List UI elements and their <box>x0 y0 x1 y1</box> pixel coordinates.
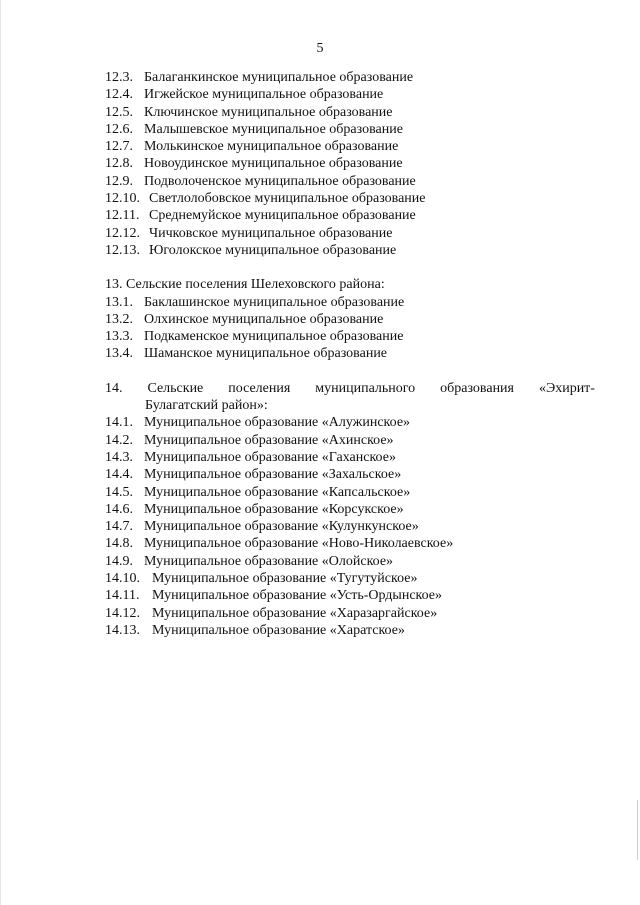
item-text: Муниципальное образование «Захальское» <box>144 467 402 483</box>
item-text: Баклашинское муниципальное образование <box>144 294 405 310</box>
item-text: Новоудинское муниципальное образование <box>144 156 403 172</box>
section-13-title: 13. Сельские поселения Шелеховского района: <box>105 277 385 293</box>
item-number: 14.2. <box>105 432 133 448</box>
title-word: Сельские <box>147 380 204 396</box>
item-text: Ключинское муниципальное образование <box>144 104 393 120</box>
item-text: Муниципальное образование «Капсальское» <box>144 484 411 500</box>
list-item <box>105 328 595 345</box>
item-text: Юголокское муниципальное образование <box>149 242 397 258</box>
list-item <box>105 449 595 466</box>
item-text: Муниципальное образование «Харазаргайское» <box>152 605 438 621</box>
item-number: 14.11. <box>105 588 140 604</box>
item-text: Балаганкинское муниципальное образование <box>144 70 414 85</box>
item-text: Муниципальное образование «Алужинское» <box>144 415 411 431</box>
item-number: 13.1. <box>105 294 133 310</box>
item-number: 12.13. <box>105 242 140 258</box>
item-number: 12.10. <box>105 191 140 207</box>
item-text: Олхинское муниципальное образование <box>144 311 384 327</box>
item-text: Муниципальное образование «Гаханское» <box>144 449 396 465</box>
item-number: 12.6. <box>105 121 133 137</box>
item-number: 14.7. <box>105 519 133 535</box>
item-number: 12.12. <box>105 225 140 241</box>
item-text: Малышевское муниципальное образование <box>144 121 403 137</box>
document-body <box>105 69 595 639</box>
list-item <box>105 501 595 518</box>
section-13-list <box>105 294 595 363</box>
item-text: Муниципальное образование «Ново-Николаевское» <box>144 536 454 552</box>
list-item <box>105 207 595 224</box>
scan-edge-left <box>0 0 1 905</box>
item-text: Муниципальное образование «Кулункунское» <box>144 519 419 535</box>
list-item <box>105 518 595 535</box>
item-text: Светлолобовское муниципальное образование <box>149 191 426 207</box>
title-word: образования <box>440 380 514 396</box>
item-number: 12.3. <box>105 70 133 85</box>
item-number: 14.9. <box>105 553 133 569</box>
section-12-list <box>105 69 595 259</box>
item-number: 12.9. <box>105 173 133 189</box>
list-item <box>105 345 595 362</box>
item-number: 14.5. <box>105 484 133 500</box>
item-text: Муниципальное образование «Олойское» <box>144 553 394 569</box>
item-number: 12.5. <box>105 104 133 120</box>
page-number: 5 <box>316 41 324 56</box>
scan-edge-right <box>637 800 638 860</box>
item-text: Шаманское муниципальное образование <box>144 346 388 362</box>
title-word: 14. <box>105 380 123 396</box>
item-number: 13.2. <box>105 311 133 327</box>
section-14-title-continuation: Булагатский район»: <box>145 398 268 414</box>
item-text: Подкаменское муниципальное образование <box>144 329 404 345</box>
list-item <box>105 155 595 172</box>
item-text: Муниципальное образование «Тугутуйское» <box>152 571 418 587</box>
item-number: 12.8. <box>105 156 133 172</box>
item-number: 14.13. <box>105 622 140 638</box>
list-item <box>105 570 595 587</box>
list-item <box>105 138 595 155</box>
list-item <box>105 414 595 431</box>
item-text: Муниципальное образование «Усть-Ордынское» <box>152 588 443 604</box>
list-item <box>105 242 595 259</box>
item-number: 14.4. <box>105 467 133 483</box>
list-item <box>105 535 595 552</box>
list-item <box>105 484 595 501</box>
title-word: «Эхирит- <box>538 380 595 396</box>
item-number: 12.4. <box>105 87 133 103</box>
title-word: муниципального <box>315 380 416 396</box>
list-item <box>105 190 595 207</box>
item-number: 14.10. <box>105 571 140 587</box>
list-item <box>105 466 595 483</box>
item-text: Среднемуйское муниципальное образование <box>149 208 416 224</box>
list-item <box>105 294 595 311</box>
list-item <box>105 69 595 86</box>
list-item <box>105 587 595 604</box>
item-text: Молькинское муниципальное образование <box>144 139 399 155</box>
item-text: Муниципальное образование «Корсукское» <box>144 501 404 517</box>
title-word: поселения <box>228 380 291 396</box>
item-text: Подволоченское муниципальное образование <box>144 173 416 189</box>
list-item <box>105 553 595 570</box>
item-number: 13.3. <box>105 329 133 345</box>
item-number: 12.11. <box>105 208 140 224</box>
list-item <box>105 104 595 121</box>
section-14-title <box>105 380 595 397</box>
item-text: Муниципальное образование «Харатское» <box>152 622 405 638</box>
item-number: 14.3. <box>105 449 133 465</box>
item-text: Муниципальное образование «Ахинское» <box>144 432 394 448</box>
item-number: 14.12. <box>105 605 140 621</box>
section-14-list <box>105 414 595 639</box>
list-item <box>105 225 595 242</box>
item-text: Игжейское муниципальное образование <box>144 87 384 103</box>
item-text: Чичковское муниципальное образование <box>149 225 393 241</box>
item-number: 12.7. <box>105 139 133 155</box>
item-number: 14.6. <box>105 501 133 517</box>
list-item <box>105 86 595 103</box>
list-item <box>105 622 595 639</box>
item-number: 14.1. <box>105 415 133 431</box>
list-item <box>105 432 595 449</box>
list-item <box>105 605 595 622</box>
list-item <box>105 173 595 190</box>
list-item <box>105 121 595 138</box>
item-number: 14.8. <box>105 536 133 552</box>
list-item <box>105 311 595 328</box>
item-number: 13.4. <box>105 346 133 362</box>
